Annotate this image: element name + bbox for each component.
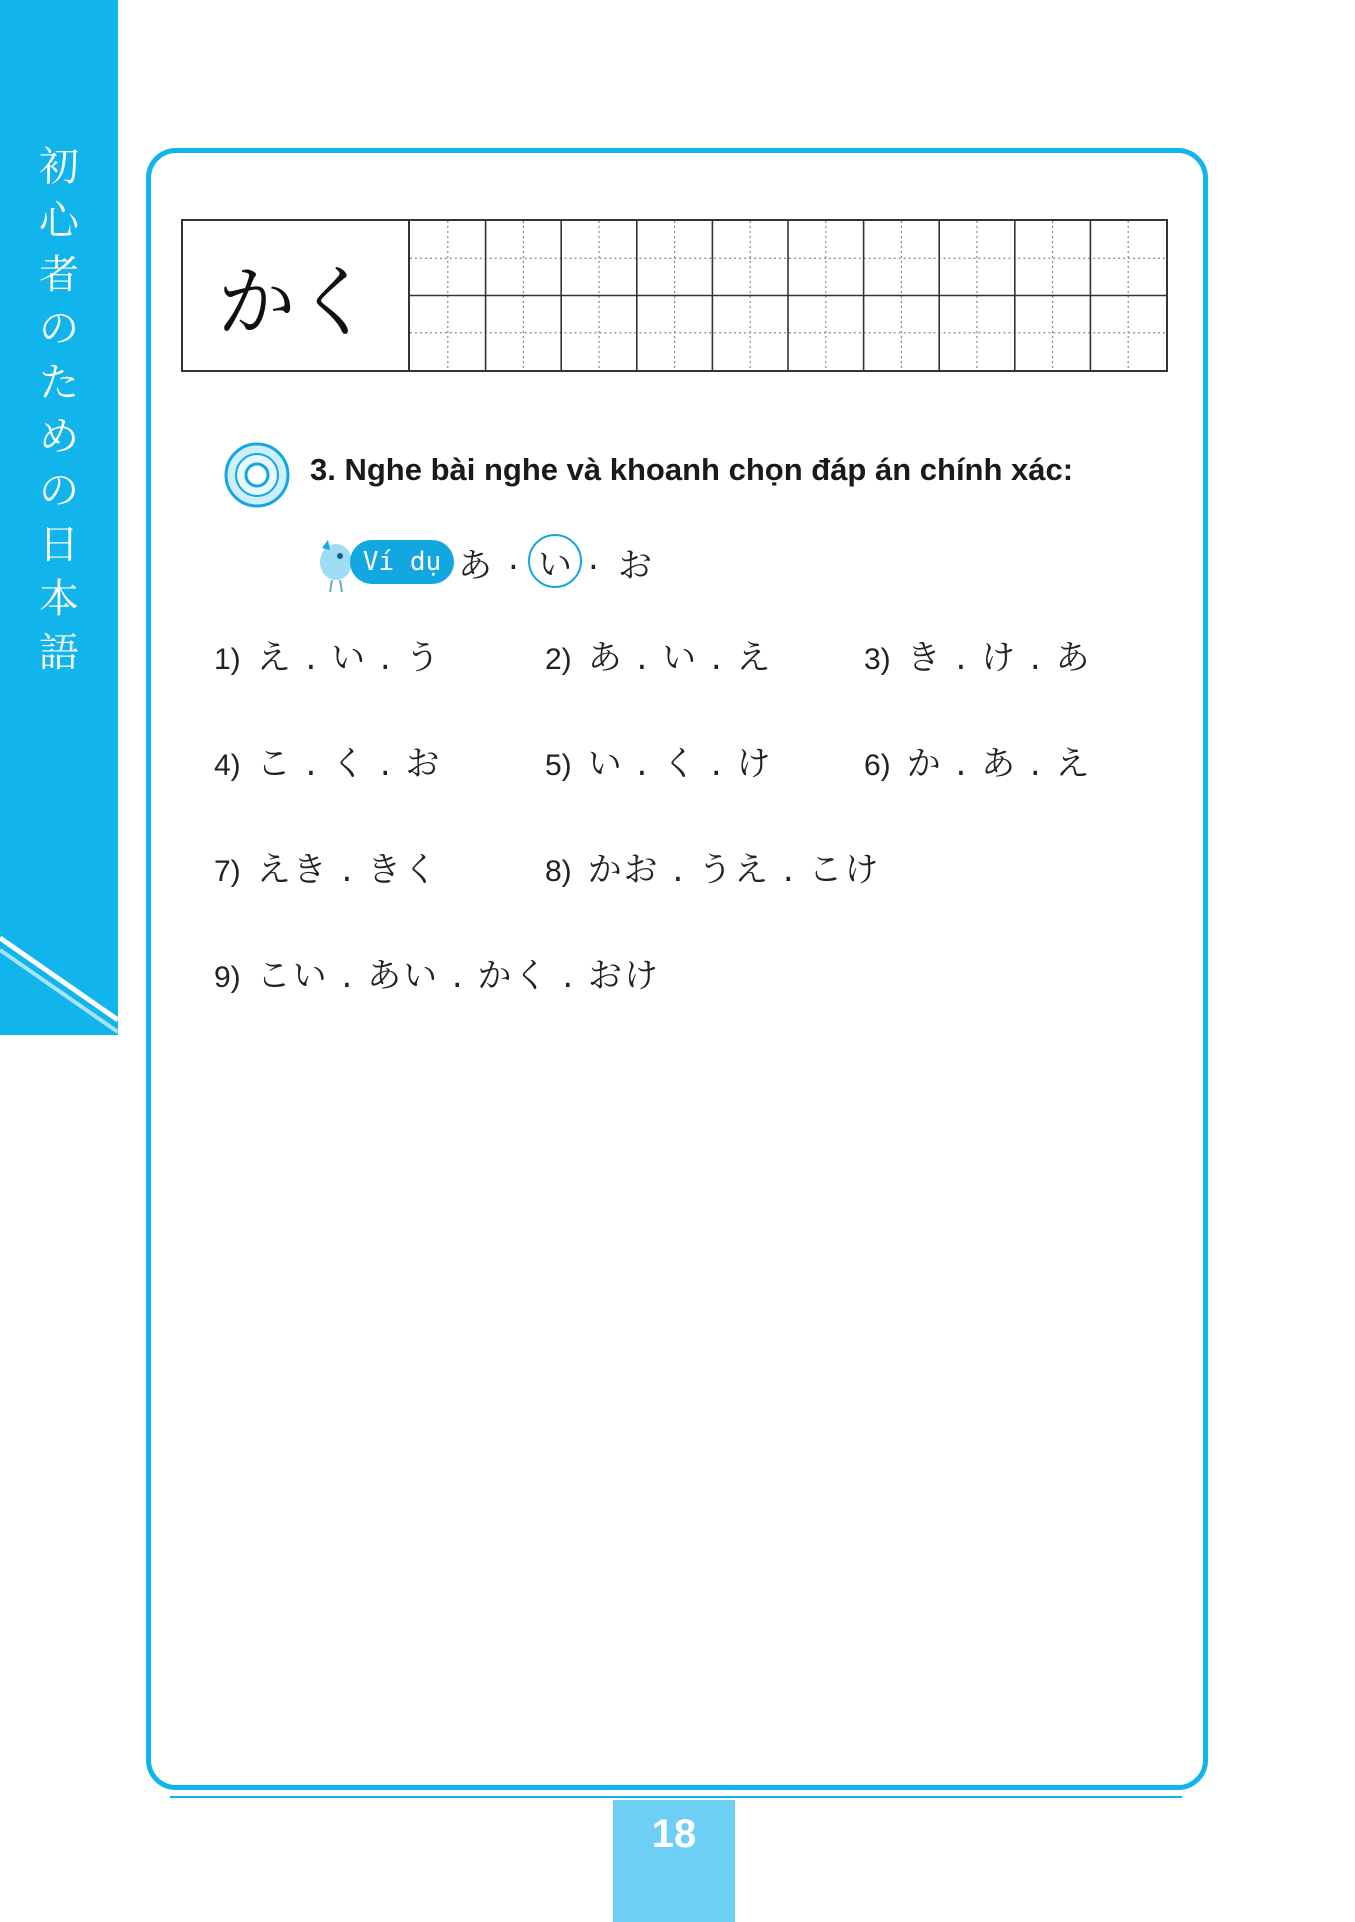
writing-practice-box: [181, 219, 1168, 372]
example-answer: い: [538, 544, 572, 585]
list-item: [545, 842, 881, 891]
list-item: [545, 736, 773, 785]
writing-grid: [410, 221, 1166, 370]
list-item: [214, 630, 442, 679]
cd-disc-icon: [222, 440, 292, 510]
list-item: [545, 630, 773, 679]
band-diagonal-stripe: [0, 920, 120, 1040]
exercise-title: Nghe bài nghe và khoanh chọn đáp án chính xác:: [344, 452, 1074, 487]
side-title-char: の: [39, 468, 79, 514]
side-title-char: 者: [39, 252, 79, 298]
exercise-heading: [310, 452, 1073, 488]
item-number: 6): [864, 749, 891, 782]
example-circled-answer: [528, 534, 582, 588]
side-title-char: の: [39, 306, 79, 352]
side-title-char: た: [39, 360, 79, 406]
side-title-char: 心: [39, 198, 79, 244]
side-title-char: め: [39, 414, 79, 460]
side-title: [0, 140, 118, 680]
page-number: 18: [651, 1812, 697, 1856]
item-options: えき . きく: [256, 850, 440, 890]
example-separator: .: [508, 538, 519, 578]
item-options: あ . い . え: [587, 638, 773, 678]
item-options: こい . あい . かく . おけ: [256, 956, 660, 996]
example-separator: .: [588, 538, 599, 578]
item-number: 4): [214, 749, 241, 782]
item-options: き . け . あ: [906, 638, 1092, 678]
side-title-char: 本: [39, 576, 79, 622]
item-options: い . く . け: [587, 744, 773, 784]
item-number: 7): [214, 855, 241, 888]
item-options: かお . うえ . こけ: [587, 850, 881, 890]
item-number: 1): [214, 643, 241, 676]
side-title-char: 日: [39, 522, 79, 568]
list-item: [214, 842, 439, 891]
page-number-box: [613, 1800, 735, 1922]
item-number: 2): [545, 643, 572, 676]
item-options: え . い . う: [256, 638, 442, 678]
item-number: 5): [545, 749, 572, 782]
list-item: [214, 736, 442, 785]
side-title-char: 語: [39, 630, 79, 676]
exercise-number: 3.: [310, 452, 336, 487]
item-options: か . あ . え: [906, 744, 1092, 784]
list-item: [864, 630, 1092, 679]
list-item: [864, 736, 1092, 785]
item-number: 9): [214, 961, 241, 994]
example-option: あ: [458, 546, 492, 586]
example-label: Ví dụ: [350, 540, 454, 584]
item-number: 8): [545, 855, 572, 888]
example-option: お: [618, 546, 652, 586]
side-title-char: 初: [39, 144, 79, 190]
footer-divider: [170, 1796, 1182, 1798]
list-item: [214, 948, 660, 997]
item-number: 3): [864, 643, 891, 676]
item-options: こ . く . お: [256, 744, 442, 784]
practice-word: かく: [183, 221, 410, 370]
